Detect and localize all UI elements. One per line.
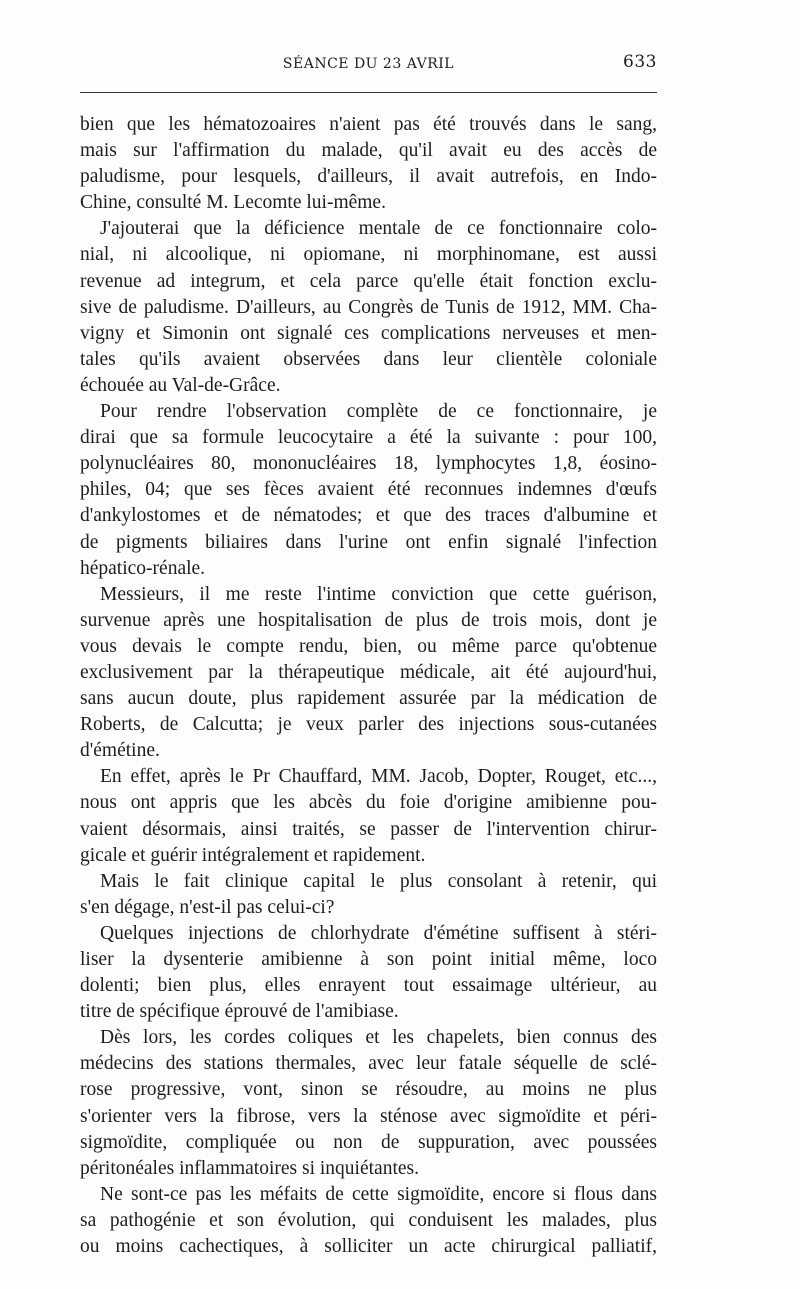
text-line: Quelques injections de chlorhydrate d'émétine suffisent à stéri-: [100, 922, 657, 944]
text-line: vaient désormais, ainsi traités, se passer de l'intervention chirur-: [80, 818, 657, 840]
text-line: mais sur l'affirmation du malade, qu'il avait eu des accès de: [80, 140, 657, 162]
page-number: 633: [623, 52, 657, 72]
text-line: ou moins cachectiques, à solliciter un acte chirurgical palliatif,: [80, 1236, 657, 1258]
text-line: s'orienter vers la fibrose, vers la sténose avec sigmoïdite et péri-: [80, 1105, 657, 1127]
text-line: Pour rendre l'observation complète de ce fonctionnaire, je: [100, 401, 657, 423]
running-head: [80, 52, 657, 76]
header-rule: [80, 92, 657, 93]
text-line: gicale et guérir intégralement et rapidement.: [80, 844, 426, 866]
text-line: Chine, consulté M. Lecomte lui-même.: [80, 192, 386, 214]
text-line: J'ajouterai que la déficience mentale de ce fonctionnaire colo-: [100, 218, 657, 240]
text-line: rose progressive, vont, sinon se résoudre, au moins ne plus: [80, 1079, 657, 1101]
text-line: sigmoïdite, compliquée ou non de suppuration, avec poussées: [80, 1131, 657, 1153]
text-line: survenue après une hospitalisation de plus de trois mois, dont je: [80, 609, 657, 631]
text-line: sans aucun doute, plus rapidement assurée par la médication de: [80, 688, 657, 710]
text-line: Dès lors, les cordes coliques et les chapelets, bien connus des: [100, 1027, 657, 1049]
running-title: SÉANCE DU 23 AVRIL: [282, 56, 455, 72]
text-line: nous ont appris que les abcès du foie d'origine amibienne pou-: [80, 792, 657, 814]
text-line: d'ankylostomes et de nématodes; et que des traces d'albumine et: [80, 505, 657, 527]
text-line: sa pathogénie et son évolution, qui conduisent les malades, plus: [80, 1209, 657, 1231]
text-line: s'en dégage, n'est-il pas celui-ci?: [80, 896, 335, 918]
text-line: En effet, après le Pr Chauffard, MM. Jacob, Dopter, Rouget, etc...,: [100, 766, 657, 788]
text-line: péritonéales inflammatoires si inquiétantes.: [80, 1157, 419, 1179]
body-text: [80, 112, 657, 1260]
text-line: échouée au Val-de-Grâce.: [80, 374, 281, 396]
text-line: paludisme, pour lesquels, d'ailleurs, il avait autrefois, en Indo-: [80, 166, 657, 188]
text-line: philes, 04; que ses fèces avaient été reconnues indemnes d'œufs: [80, 479, 657, 501]
text-line: nial, ni alcoolique, ni opiomane, ni morphinomane, est aussi: [80, 244, 657, 266]
text-line: bien que les hématozoaires n'aient pas été trouvés dans le sang,: [80, 114, 657, 135]
text-line: vous devais le compte rendu, bien, ou même parce qu'obtenue: [80, 635, 657, 657]
text-line: Roberts, de Calcutta; je veux parler des injections sous-cutanées: [80, 714, 657, 736]
text-line: revenue ad integrum, et cela parce qu'elle était fonction exclu-: [80, 270, 657, 292]
text-line: liser la dysenterie amibienne à son point initial même, loco: [80, 949, 657, 970]
text-line: Ne sont-ce pas les méfaits de cette sigmoïdite, encore si flous dans: [100, 1183, 657, 1205]
text-line: hépatico-rénale.: [80, 557, 206, 579]
text-line: exclusivement par la thérapeutique médicale, ait été aujourd'hui,: [80, 661, 657, 683]
text-line: polynucléaires 80, mononucléaires 18, lymphocytes 1,8, éosino-: [80, 453, 657, 475]
text-line: Mais le fait clinique capital le plus consolant à retenir, qui: [100, 870, 657, 892]
text-line: vigny et Simonin ont signalé ces complications nerveuses et men-: [80, 322, 657, 344]
text-line: tales qu'ils avaient observées dans leur clientèle coloniale: [80, 348, 657, 370]
text-line: sive de paludisme. D'ailleurs, au Congrès de Tunis de 1912, MM. Cha-: [80, 296, 657, 318]
text-line: dirai que sa formule leucocytaire a été la suivante : pour 100,: [80, 427, 657, 449]
text-line: d'émétine.: [80, 740, 160, 762]
text-line: Messieurs, il me reste l'intime conviction que cette guérison,: [100, 583, 657, 605]
text-line: titre de spécifique éprouvé de l'amibiase.: [80, 1001, 399, 1023]
text-line: dolenti; bien plus, elles enrayent tout essaimage ultérieur, au: [80, 975, 657, 997]
text-line: de pigments biliaires dans l'urine ont enfin signalé l'infection: [80, 531, 657, 553]
text-line: médecins des stations thermales, avec leur fatale séquelle de sclé-: [80, 1053, 657, 1075]
